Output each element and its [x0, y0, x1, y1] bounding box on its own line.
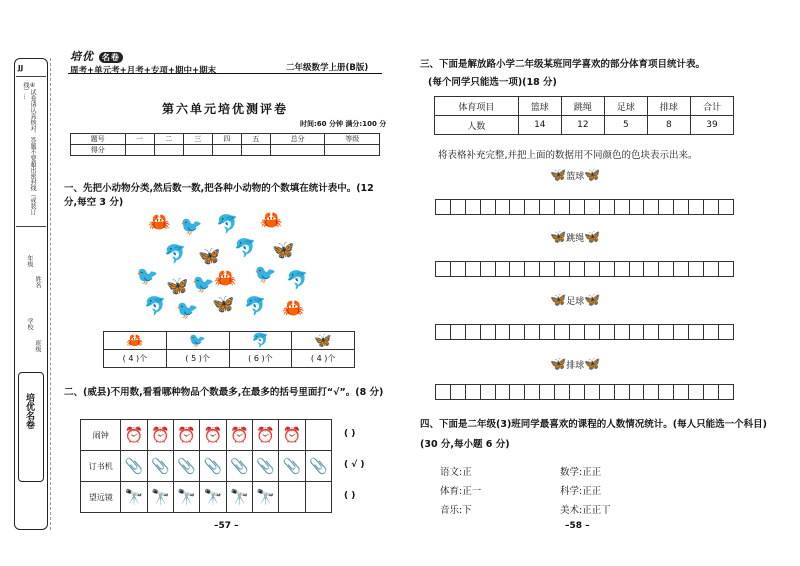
sports-value[interactable]: 14 [518, 116, 561, 135]
bar-cell[interactable] [658, 324, 674, 340]
score-header: 二 [154, 134, 183, 145]
bar-cell[interactable] [524, 199, 540, 215]
question-3-note: (每个同学只能选一项)(18 分) [428, 77, 557, 88]
sports-header: 足球 [604, 97, 647, 116]
question-3: 三、下面是解放路小学二年级某班同学喜欢的部分体育项目统计表。 [420, 59, 706, 70]
bar-cell[interactable] [718, 199, 734, 215]
binding-code: JJ [18, 64, 24, 72]
butterfly-flag-icon: 🦋 [584, 230, 601, 245]
count-answer[interactable]: ( 6 )个 [229, 350, 292, 368]
tally-chinese: 语文:正 [440, 467, 472, 478]
bar-cell[interactable] [688, 384, 704, 400]
class-label: 班级 [34, 340, 41, 352]
count-value-row [104, 350, 355, 368]
bar-cell[interactable] [509, 324, 525, 340]
bar-cell[interactable] [569, 324, 585, 340]
bar-cell[interactable] [703, 261, 719, 277]
bird-icon: 🐦 [180, 216, 203, 237]
bar-jumprope[interactable] [435, 261, 733, 277]
bar-cell[interactable] [539, 324, 555, 340]
butterfly-flag-icon: 🦋 [550, 230, 567, 245]
score-cell[interactable] [241, 145, 270, 156]
bar-cell[interactable] [480, 261, 496, 277]
bird-icon: 🐦 [136, 266, 159, 287]
bar-cell[interactable] [435, 384, 451, 400]
bar-cell[interactable] [584, 384, 600, 400]
bar-cell[interactable] [688, 199, 704, 215]
stapler-icon: 📎 [305, 451, 331, 482]
butterfly-flag-icon: 🦋 [550, 293, 567, 308]
crab-icon: 🦀 [148, 212, 171, 233]
answer-bracket[interactable]: ( ) [344, 429, 356, 439]
bar-cell[interactable] [450, 384, 466, 400]
logo-text: 培优 [70, 50, 94, 63]
stapler-icon: 📎 [200, 451, 226, 482]
sports-header: 合计 [690, 97, 733, 116]
stapler-icon: 📎 [279, 451, 305, 482]
bar-cell[interactable] [465, 261, 481, 277]
dolphin-icon: 🐬 [286, 270, 309, 291]
sports-value[interactable]: 5 [604, 116, 647, 135]
bar-cell[interactable] [554, 384, 570, 400]
bar-cell[interactable] [524, 261, 540, 277]
score-cell[interactable] [154, 145, 183, 156]
count-table [103, 331, 355, 368]
item-label: 闹钟 [81, 420, 121, 451]
bar-cell[interactable] [495, 384, 511, 400]
bar-cell[interactable] [658, 384, 674, 400]
answer-bracket[interactable]: ( √ ) [344, 460, 365, 470]
bar-cell[interactable] [673, 324, 689, 340]
butterfly-icon: 🦋 [198, 246, 221, 267]
dolphin-icon: 🐬 [144, 296, 167, 317]
bar-cell[interactable] [524, 384, 540, 400]
bar-cell[interactable] [643, 324, 659, 340]
bar-cell[interactable] [599, 384, 615, 400]
bar-cell[interactable] [509, 384, 525, 400]
binding-logo-box [18, 372, 44, 482]
bar-cell[interactable] [495, 199, 511, 215]
telescope-icon: 🔭 [174, 482, 200, 513]
grade-edition: 二年级数学上册(B版) [286, 63, 369, 73]
alarm-clock-icon: ⏰ [174, 420, 200, 451]
telescope-icon: 🔭 [147, 482, 173, 513]
telescope-icon: 🔭 [253, 482, 279, 513]
score-header: 一 [125, 134, 154, 145]
stapler-icon: 📎 [147, 451, 173, 482]
strip-divider [16, 226, 46, 227]
telescope-icon: 🔭 [200, 482, 226, 513]
score-header: 三 [183, 134, 212, 145]
bar-cell[interactable] [673, 199, 689, 215]
butterfly-flag-icon: 🦋 [584, 168, 601, 183]
score-header: 五 [241, 134, 270, 145]
crab-icon: 🦀 [214, 268, 237, 289]
alarm-clock-icon: ⏰ [253, 420, 279, 451]
alarm-clock-icon: ⏰ [279, 420, 305, 451]
answer-bracket[interactable]: ( ) [344, 491, 356, 501]
sports-row-label: 人数 [435, 116, 519, 135]
bar-cell[interactable] [673, 384, 689, 400]
strip-divider [16, 76, 46, 77]
sports-header: 体育项目 [435, 97, 519, 116]
item-label: 订书机 [81, 451, 121, 482]
page-number-right: –58 – [565, 521, 590, 531]
tally-art: 美术:正正丅 [560, 505, 611, 516]
sports-header: 排球 [647, 97, 690, 116]
header-rule [68, 73, 382, 74]
stapler-icon: 📎 [174, 451, 200, 482]
bar-cell[interactable] [465, 384, 481, 400]
crab-icon: 🦀 [282, 298, 305, 319]
bird-icon: 🐦 [176, 300, 199, 321]
bar-volleyball[interactable] [435, 384, 733, 400]
sport-label-volleyball: 🦋排球🦋 [550, 357, 601, 372]
score-table [70, 133, 380, 156]
score-header: 等级 [325, 134, 380, 145]
page-title: 第六单元培优测评卷 [161, 102, 288, 116]
score-header: 题号 [71, 134, 126, 145]
sport-label-jumprope: 🦋跳绳🦋 [550, 230, 601, 245]
stapler-icon: 📎 [226, 451, 252, 482]
bar-cell[interactable] [643, 261, 659, 277]
bar-cell[interactable] [658, 199, 674, 215]
bar-cell[interactable] [539, 261, 555, 277]
bar-cell[interactable] [718, 384, 734, 400]
sport-label-football: 🦋足球🦋 [550, 293, 601, 308]
bar-cell[interactable] [643, 199, 659, 215]
sports-header: 跳绳 [561, 97, 604, 116]
sports-table [434, 96, 734, 135]
score-cell[interactable] [183, 145, 212, 156]
bar-cell[interactable] [629, 384, 645, 400]
score-cell[interactable] [212, 145, 241, 156]
bar-cell[interactable] [599, 324, 615, 340]
binding-logo: 培优名卷 [24, 393, 34, 429]
empty-cell [279, 482, 305, 513]
tally-music: 音乐:下 [440, 505, 472, 516]
page-number-left: –57 – [214, 521, 239, 531]
sports-header-row [435, 97, 734, 116]
count-answer[interactable]: ( 4 )个 [104, 350, 167, 368]
bar-cell[interactable] [703, 384, 719, 400]
items-row-telescope [81, 482, 332, 513]
butterfly-icon: 🦋 [212, 294, 235, 315]
score-cell[interactable] [325, 145, 380, 156]
sports-value[interactable]: 12 [561, 116, 604, 135]
stapler-icon: 📎 [253, 451, 279, 482]
bar-cell[interactable] [539, 199, 555, 215]
bar-cell[interactable] [614, 324, 630, 340]
bar-cell[interactable] [539, 384, 555, 400]
bar-cell[interactable] [554, 324, 570, 340]
alarm-clock-icon: ⏰ [147, 420, 173, 451]
dolphin-icon: 🐬 [234, 238, 257, 259]
bar-cell[interactable] [673, 261, 689, 277]
sports-value-row [435, 116, 734, 135]
stapler-icon: 📎 [121, 451, 147, 482]
bar-cell[interactable] [495, 324, 511, 340]
bar-cell[interactable] [614, 384, 630, 400]
score-header: 四 [212, 134, 241, 145]
count-icon-row [104, 332, 355, 350]
bar-cell[interactable] [435, 199, 451, 215]
bar-cell[interactable] [480, 199, 496, 215]
sport-label-basketball: 🦋篮球🦋 [550, 168, 601, 183]
bar-cell[interactable] [495, 261, 511, 277]
item-label: 望远镜 [81, 482, 121, 513]
bar-cell[interactable] [658, 261, 674, 277]
bar-cell[interactable] [599, 199, 615, 215]
sports-value[interactable]: 39 [690, 116, 733, 135]
bar-cell[interactable] [554, 199, 570, 215]
crab-icon: 🦀 [260, 210, 283, 231]
dolphin-icon: 🐬 [164, 244, 187, 265]
bar-cell[interactable] [629, 324, 645, 340]
butterfly-flag-icon: 🦋 [584, 293, 601, 308]
butterfly-flag-icon: 🦋 [550, 168, 567, 183]
bar-cell[interactable] [718, 261, 734, 277]
exam-series: 周考+单元考+月考+专项+期中+期末 [70, 66, 217, 76]
empty-cell [305, 420, 331, 451]
bar-cell[interactable] [569, 384, 585, 400]
brand-logo [70, 48, 123, 64]
bar-cell[interactable] [524, 324, 540, 340]
bird-icon: 🐦 [254, 264, 277, 285]
score-header-row [71, 134, 380, 145]
score-row [71, 145, 380, 156]
bar-cell[interactable] [569, 261, 585, 277]
bird-icon: 🐦 [192, 274, 215, 295]
dolphin-icon: 🐬 [216, 214, 239, 235]
bar-cell[interactable] [718, 324, 734, 340]
bar-cell[interactable] [614, 199, 630, 215]
tally-science: 科学:正正 [560, 486, 602, 497]
bar-cell[interactable] [629, 261, 645, 277]
bar-basketball[interactable] [435, 199, 733, 215]
score-cell[interactable] [125, 145, 154, 156]
bar-cell[interactable] [450, 199, 466, 215]
tally-math: 数学:正正 [560, 467, 602, 478]
empty-cell [305, 482, 331, 513]
sports-header: 篮球 [518, 97, 561, 116]
butterfly-flag-icon: 🦋 [584, 357, 601, 372]
alarm-clock-icon: ⏰ [226, 420, 252, 451]
binding-note: ④试卷请认真核对、答题不要超出密封线（或装订线）... [22, 82, 36, 215]
butterfly-icon: 🦋 [166, 276, 189, 297]
bar-cell[interactable] [509, 261, 525, 277]
bar-football[interactable] [435, 324, 733, 340]
question-4: 四、下面是二年级(3)班同学最喜欢的课程的人数情况统计。(每人只能选一个科目)(30 分,每小题 6 分) [420, 419, 767, 450]
items-row-stapler [81, 451, 332, 482]
bar-cell[interactable] [450, 324, 466, 340]
bar-cell[interactable] [629, 199, 645, 215]
bar-cell[interactable] [584, 199, 600, 215]
sports-value[interactable]: 8 [647, 116, 690, 135]
grade-label: 年级 [26, 255, 33, 267]
bar-cell[interactable] [703, 324, 719, 340]
question-2: 二、(威县)不用数,看看哪种物品个数最多,在最多的括号里面打“√”。(8 分) [64, 387, 384, 398]
bar-cell[interactable] [569, 199, 585, 215]
name-label: 姓名 [34, 276, 41, 288]
bar-cell[interactable] [614, 261, 630, 277]
cut-line [50, 58, 51, 530]
items-row-clock [81, 420, 332, 451]
bar-cell[interactable] [703, 199, 719, 215]
question-1: 一、先把小动物分类,然后数一数,把各种小动物的个数填在统计表中。(12 分,每空 3 分) [64, 183, 374, 208]
bar-cell[interactable] [480, 324, 496, 340]
logo-badge: 名卷 [99, 52, 123, 63]
question-3-instruction: 将表格补充完整,并把上面的数据用不同颜色的色块表示出来。 [438, 150, 698, 161]
bar-cell[interactable] [688, 324, 704, 340]
bar-cell[interactable] [450, 261, 466, 277]
butterfly-flag-icon: 🦋 [550, 357, 567, 372]
bar-cell[interactable] [509, 199, 525, 215]
telescope-icon: 🔭 [121, 482, 147, 513]
school-label: 学校 [26, 318, 33, 330]
bar-cell[interactable] [435, 261, 451, 277]
bar-cell[interactable] [643, 384, 659, 400]
bar-cell[interactable] [554, 261, 570, 277]
butterfly-icon: 🦋 [272, 240, 295, 261]
dolphin-icon: 🐬 [244, 296, 267, 317]
bar-cell[interactable] [435, 324, 451, 340]
count-answer[interactable]: ( 5 )个 [166, 350, 229, 368]
crab-icon: 🦀 [104, 332, 167, 350]
butterfly-icon: 🦋 [292, 332, 355, 350]
bird-icon: 🐦 [166, 332, 229, 350]
bar-cell[interactable] [584, 324, 600, 340]
tally-pe: 体育:正一 [440, 486, 482, 497]
bar-cell[interactable] [599, 261, 615, 277]
bar-cell[interactable] [465, 324, 481, 340]
dolphin-icon: 🐬 [229, 332, 292, 350]
bar-cell[interactable] [688, 261, 704, 277]
bar-cell[interactable] [480, 384, 496, 400]
time-info: 时间:60 分钟 满分:100 分 [300, 120, 387, 128]
bar-cell[interactable] [465, 199, 481, 215]
score-row-label: 得分 [71, 145, 126, 156]
items-table [80, 419, 332, 513]
score-cell[interactable] [270, 145, 325, 156]
alarm-clock-icon: ⏰ [200, 420, 226, 451]
count-answer[interactable]: ( 4 )个 [292, 350, 355, 368]
score-header: 总分 [270, 134, 325, 145]
alarm-clock-icon: ⏰ [121, 420, 147, 451]
animal-picture [136, 210, 311, 322]
telescope-icon: 🔭 [226, 482, 252, 513]
bar-cell[interactable] [584, 261, 600, 277]
